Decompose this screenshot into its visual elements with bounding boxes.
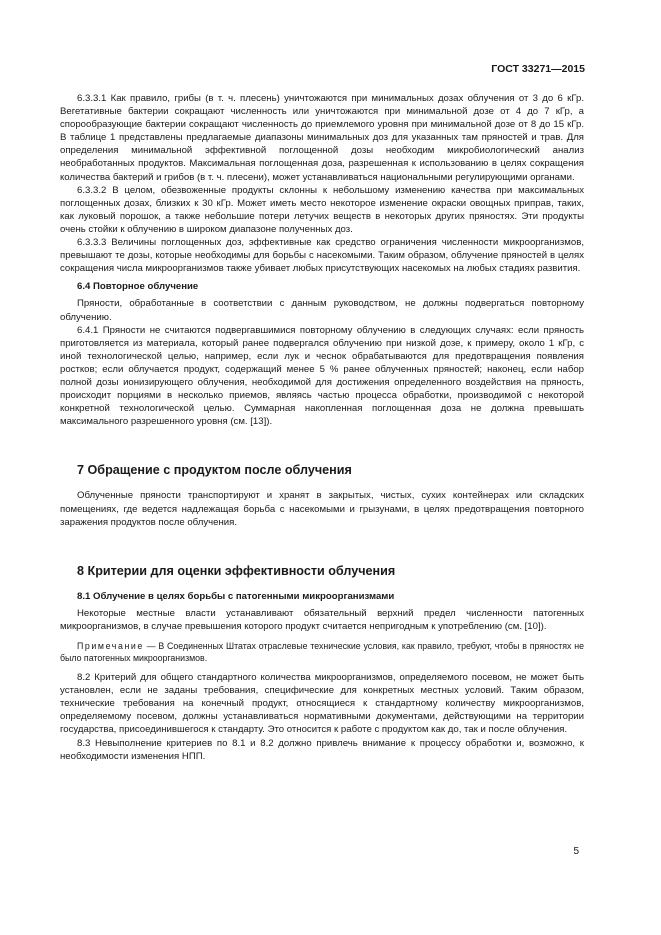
note-label: Примечание xyxy=(77,641,144,652)
paragraph-6-4-1: 6.4.1 Пряности не считаются подвергавшимися повторному облучению в следующих случаях: если пряность приготовляется из материала, который ранее подвергался облучению при низкой дозе, к примеру, около 1 кГр, с иной технологической целью, например, если лук и чеснок обрабатываются для предотвращения появления ростков; если облучается продукт, содержащий менее 5 % ранее облученных пряностей; наконец, если набор полной дозы ионизирующего облучения, необходимой для достижения определенного воздействия на пряность, происходит порциями в несколько приемов, являясь частью процесса обработки, производимой с некоторой конкретной технологической целью. Суммарная накопленная поглощенная доза не должна превышать максимального разрешенного уровня (см. [13]). xyxy=(60,324,584,428)
paragraph-6-4: Пряности, обработанные в соответствии с данным руководством, не должны подвергаться повторному облучению. xyxy=(60,298,584,323)
section-7-heading: 7 Обращение с продуктом после облучения xyxy=(77,463,352,478)
paragraph-6-3-3-1: 6.3.3.1 Как правило, грибы (в т. ч. плесень) уничтожаются при минимальных дозах облучения от 3 до 6 кГр. Вегетативные бактерии сокращают численность или уничтожаются при минимальной дозе от 4 до 7 кГр, а спорообразующие бактерии сокращают численность до приемлемого уровня при минимальной дозе от 8 до 15 кГр. В таблице 1 представлены предлагаемые диапазоны минимальных доз для указанных там пряностей и трав. Для определения минимальной эффективной поглощенной дозы необходим микробиологический анализ необработанных продуктов. Максимальная поглощенная доза, разрешенная к использованию в целях сокращения количества бактерий и грибов (в т. ч. плесени), может устанавливаться национальными регулирующими органами. xyxy=(60,93,584,183)
heading-6-4: 6.4 Повторное облучение xyxy=(77,281,199,293)
section-8-heading: 8 Критерии для оценки эффективности облучения xyxy=(77,563,396,578)
heading-8-1: 8.1 Облучение в целях борьбы с патогенными микроорганизмами xyxy=(77,590,395,602)
paragraph-8-2: 8.2 Критерий для общего стандартного количества микроорганизмов, определяемого посевом, не может быть установлен, если не заданы требования, специфические для конкретных местных условий. Таким образом, технические требования на конечный продукт, относящиеся к стандартному количеству микроорганизмов, определяемому посевом, должны устанавливаться нормативными документами, действующими на территории государства, присоединившегося к стандарту. Это относится к работе с продуктом как до, так и после облучения. xyxy=(60,672,584,736)
paragraph-6-3-3-2: 6.3.3.2 В целом, обезвоженные продукты склонны к небольшому изменению качества при максимальных поглощенных дозах, близких к 30 кГр. Может иметь место некоторое изменение окраски овощных приправ, таких, как луковый порошок, а также небольшие потери летучих веществ в некоторых других пряностях. Эти продукты очень стойки к облучению в широком диапазоне полученных доз. xyxy=(60,184,584,235)
paragraph-8-1: Некоторые местные власти устанавливают обязательный верхний предел численности патогенных микроорганизмов, в случае превышения которого продукт считается непригодным к употреблению (см. [10]). xyxy=(60,607,584,632)
page-number: 5 xyxy=(573,846,579,857)
standard-header: ГОСТ 33271—2015 xyxy=(491,63,585,75)
note-text: — В Соединенных Штатах отраслевые технические условия, как правило, требуют, чтобы в пряностях не было патогенных микроорганизмов. xyxy=(60,641,584,664)
paragraph-6-3-3-3: 6.3.3.3 Величины поглощенных доз, эффективные как средство ограничения численности микроорганизмов, превышают те дозы, которые необходимы для борьбы с насекомыми. Таким образом, облучение пряностей в целях сокращения числа микроорганизмов также убивает любых присутствующих насекомых на любых стадиях развития. xyxy=(60,237,584,275)
paragraph-7: Облученные пряности транспортируют и хранят в закрытых, чистых, сухих контейнерах или складских помещениях, где ведется надлежащая борьба с насекомыми и грызунами, в целях предотвращения повторного заражения продуктов после облучения. xyxy=(60,490,584,528)
page-content xyxy=(60,92,584,763)
paragraph-8-3: 8.3 Невыполнение критериев по 8.1 и 8.2 должно привлечь внимание к процессу обработки и, возможно, к необходимости изменения НПП. xyxy=(60,737,584,762)
note-8-1 xyxy=(60,640,584,664)
